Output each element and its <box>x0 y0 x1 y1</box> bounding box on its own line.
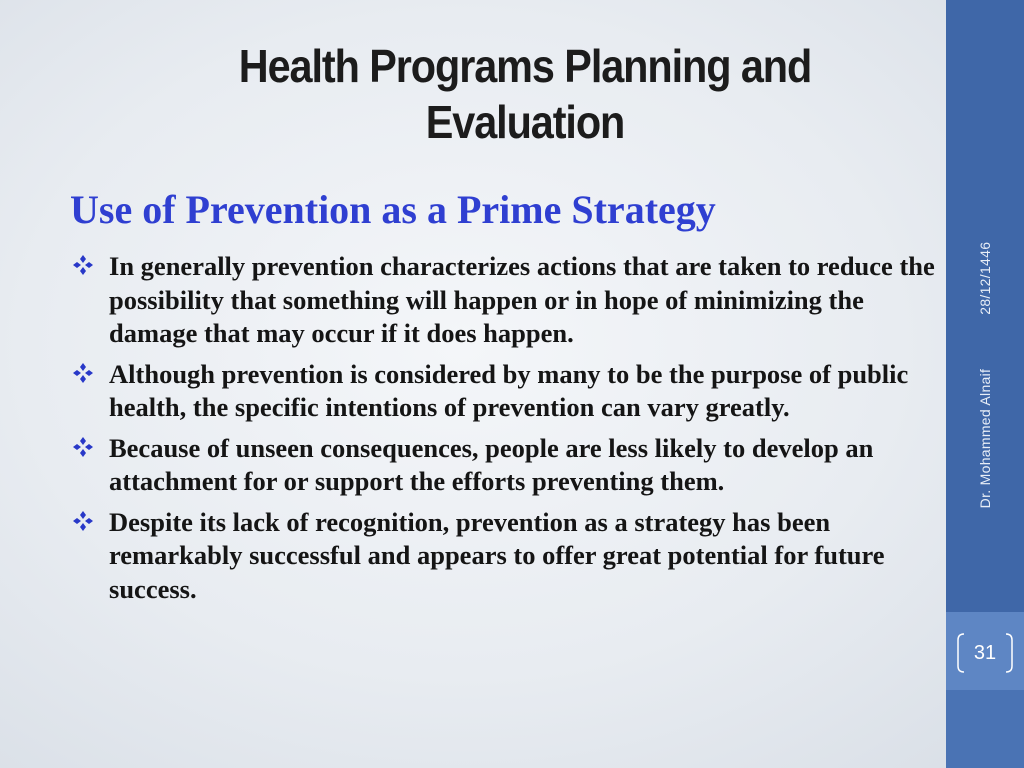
four-diamond-icon <box>72 510 94 532</box>
four-diamond-icon <box>72 254 94 276</box>
slide-date: 28/12/1446 <box>977 241 993 315</box>
bullet-item <box>72 432 944 499</box>
slide-title-line-1: Health Programs Planning and <box>238 40 812 92</box>
bullet-text: Despite its lack of recognition, prevention as a strategy has been remarkably successful and appears to offer great potential for future success. <box>109 506 885 604</box>
four-diamond-icon <box>72 436 94 458</box>
bullet-text: Because of unseen consequences, people are less likely to develop an attachment for or support the efforts preventing them. <box>109 432 874 496</box>
bullet-text: Although prevention is considered by many to be the purpose of public health, the specific intentions of prevention can vary greatly. <box>109 358 909 422</box>
sidebar-lower-band <box>946 690 1024 768</box>
bullet-item <box>72 250 944 351</box>
page-number-frame <box>956 632 1014 674</box>
bullet-text: In generally prevention characterizes actions that are taken to reduce the possibility that something will happen or in hope of minimizing the damage that may occur if it does happen. <box>109 251 935 348</box>
author-name: Dr. Mohammed Alnaif <box>977 368 993 509</box>
bullet-item <box>72 506 944 607</box>
sidebar-footer-text <box>977 242 993 509</box>
slide-title <box>107 38 944 150</box>
slide-title-line-2: Evaluation <box>425 96 625 148</box>
bullet-list <box>72 250 944 613</box>
bullet-item <box>72 358 944 425</box>
slide-subtitle: Use of Prevention as a Prime Strategy <box>70 187 716 232</box>
page-number: 31 <box>973 642 997 664</box>
four-diamond-icon <box>72 362 94 384</box>
page-number-box <box>946 612 1024 690</box>
